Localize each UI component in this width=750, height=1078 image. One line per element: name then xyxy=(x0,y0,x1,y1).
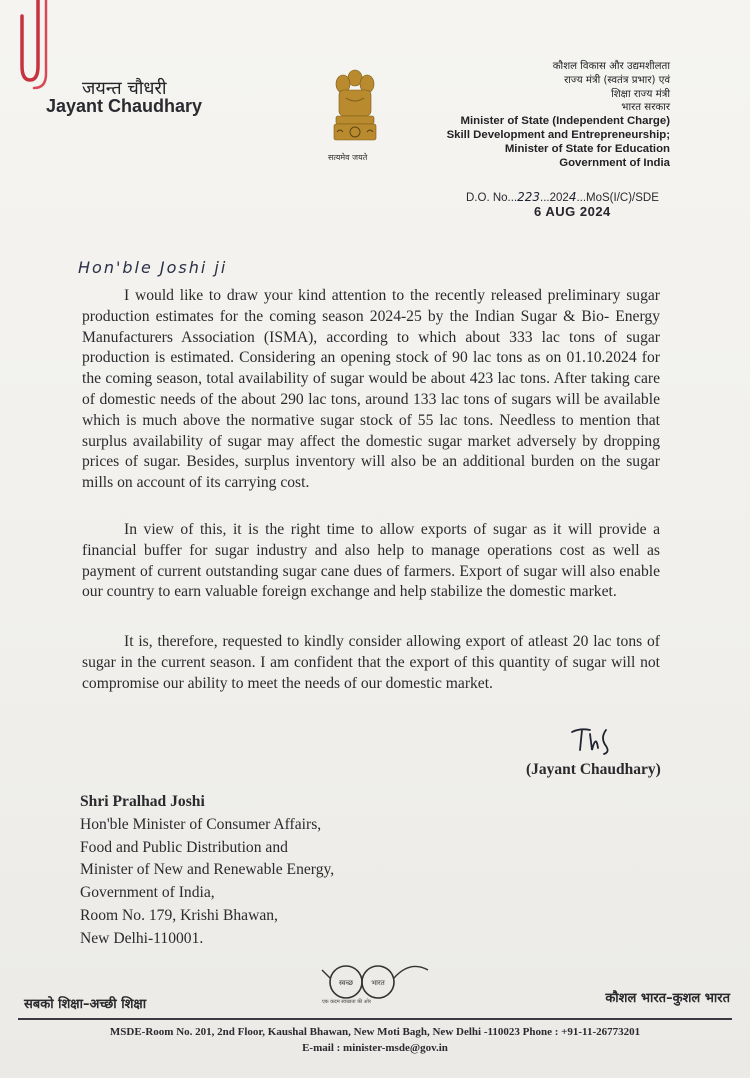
logo-caption: एक कदम स्वच्छता की ओर xyxy=(322,999,371,1005)
do-number-handwritten: 223 xyxy=(517,190,541,204)
letter-paragraph xyxy=(82,520,660,603)
handwritten-salutation: Hon'ble Joshi ji xyxy=(78,258,228,277)
do-prefix: D.O. No... xyxy=(466,192,518,204)
recipient-address-line: Government of India, xyxy=(80,884,215,902)
recipient-address-line: Food and Public Distribution and xyxy=(80,838,288,856)
designation-english-line: Skill Development and Entrepreneurship; xyxy=(446,128,670,141)
national-emblem-icon xyxy=(326,64,384,154)
designation-hindi-line: कौशल विकास और उद्यमशीलता xyxy=(552,61,670,72)
recipient-address xyxy=(80,791,334,951)
recipient-address-line: Room No. 179, Krishi Bhawan, xyxy=(80,906,278,924)
signatory-name: (Jayant Chaudhary) xyxy=(526,761,661,778)
emblem-motto: सत्यमेव जयते xyxy=(328,153,368,162)
letter-paragraph-text: In view of this, it is the right time to allow exports of sugar as it will provide a financial buffer for sugar industry and also help to manage operations cost as well as payment of current outstanding sugar cane dues of farmers. Export of sugar will also enable our country to earn valuable foreign exchange and help stabilize the domestic market. xyxy=(82,521,660,601)
recipient-name: Shri Pralhad Joshi xyxy=(80,793,205,810)
do-middle: ...202 xyxy=(540,192,569,204)
designation-hindi-line: भारत सरकार xyxy=(621,102,670,114)
do-year-digit: 4 xyxy=(568,190,577,204)
letter-paragraph-text: I would like to draw your kind attention to the recently released preliminary sugar production estimates for the coming season 2024-25 by the Indian Sugar & Bio- Energy Manufacturers Association (ISMA), according to which about 333 lac tons of sugar production is estimated. Considering an opening stock of 90 lac tons as on 01.10.2024 for the coming season, total availability of sugar would be about 423 lac tons. After taking care of domestic needs of the about 290 lac tons, around 133 lac tons of sugars will be available which is much above the normative sugar stock of 55 lac tons. Needless to mention that surplus availability of sugar may affect the domestic sugar market adversely by dropping prices of sugar. Besides, surplus inventory will also be an additional burden on the sugar mills on account of its carrying cost. xyxy=(82,287,660,492)
designation-english-line: Government of India xyxy=(559,156,670,169)
do-suffix: ...MoS(I/C)/SDE xyxy=(576,192,659,204)
footer-divider xyxy=(18,1018,732,1020)
minister-name-english: Jayant Chaudhary xyxy=(46,96,203,116)
do-number-line xyxy=(466,190,659,204)
logo-right-text: भारत xyxy=(371,979,385,987)
designation-english-line: Minister of State (Independent Charge) xyxy=(460,115,670,128)
designation-hindi-line: शिक्षा राज्य मंत्री xyxy=(611,88,670,100)
date-stamp: 6 AUG 2024 xyxy=(534,204,611,219)
designation-english-line: Minister of State for Education xyxy=(504,142,670,155)
letter-paragraph xyxy=(82,632,660,694)
handwritten-signature xyxy=(568,724,620,758)
swachh-bharat-logo xyxy=(318,958,438,1002)
office-address: MSDE-Room No. 201, 2nd Floor, Kaushal Bhawan, New Moti Bagh, New Delhi -110023 Phone : +91-11-26773201 xyxy=(109,1026,641,1038)
minister-name-hindi: जयन्त चौधरी xyxy=(82,78,167,99)
designation-hindi-line: राज्य मंत्री (स्वतंत्र प्रभार) एवं xyxy=(564,74,670,86)
recipient-address-line: Minister of New and Renewable Energy, xyxy=(80,861,335,879)
logo-left-text: स्वच्छ xyxy=(338,979,354,987)
letter-paragraph-text: It is, therefore, requested to kindly consider allowing export of atleast 20 lac tons of sugar in the current season. I am confident that the export of this quantity of sugar will not compromise our ability to meet the needs of our domestic market. xyxy=(82,633,660,692)
tagline-left: सबको शिक्षा–अच्छी शिक्षा xyxy=(24,997,147,1012)
paper-clip-icon xyxy=(20,0,54,92)
letter-paragraph xyxy=(82,286,660,494)
tagline-right: कौशल भारत–कुशल भारत xyxy=(605,991,730,1006)
recipient-address-line: Hon'ble Minister of Consumer Affairs, xyxy=(80,815,322,833)
designation-block xyxy=(447,60,670,170)
office-email: E-mail : minister-msde@gov.in xyxy=(302,1042,448,1054)
recipient-address-line: New Delhi-110001. xyxy=(80,929,204,947)
